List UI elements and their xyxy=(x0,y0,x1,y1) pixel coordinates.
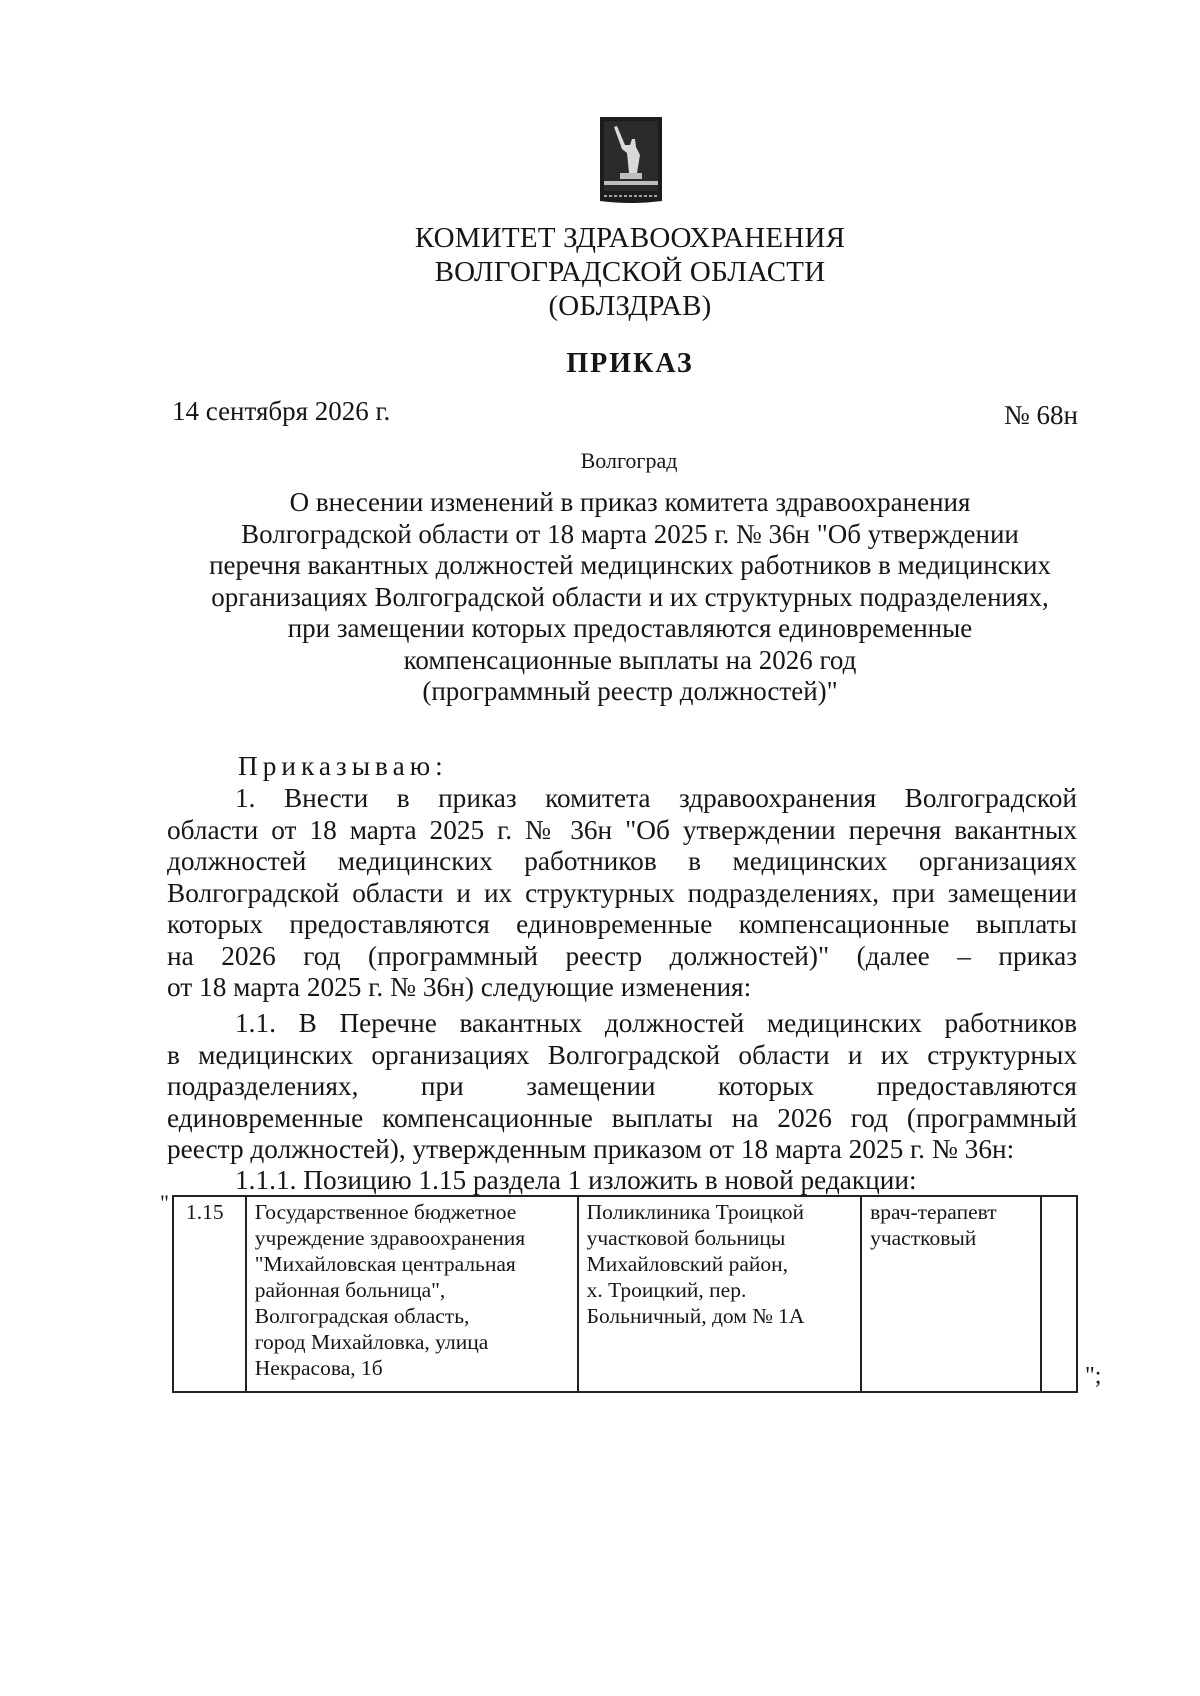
subject-line: перечня вакантных должностей медицинских работников в медицинских xyxy=(209,550,1051,580)
cell-vacant-position xyxy=(861,1196,1041,1392)
table-close-quote: "; xyxy=(1085,1363,1102,1389)
cell-line: Волгоградская область, xyxy=(254,1304,470,1328)
cell-line: участковый xyxy=(870,1226,977,1250)
paragraph-line: 1.1. В Перечне вакантных должностей медицинских работников xyxy=(235,1008,1077,1038)
cell-extra xyxy=(1041,1196,1077,1392)
cell-line: Некрасова, 1б xyxy=(254,1356,383,1380)
cell-organization xyxy=(246,1196,578,1392)
paragraph-line: 1. Внести в приказ комитета здравоохранения Волгоградской xyxy=(235,783,1077,813)
cell-line: Поликлиника Троицкой xyxy=(586,1200,805,1224)
table-open-quote: " xyxy=(160,1190,169,1215)
paragraph-line: от 18 марта 2025 г. № 36н) следующие изменения: xyxy=(167,972,752,1002)
paragraph-line: на 2026 год (программный реестр должностей)" (далее – приказ xyxy=(167,940,1077,971)
order-number: № 68н xyxy=(1004,400,1078,430)
subject-line: Волгоградской области от 18 марта 2025 г. № 36н "Об утверждении xyxy=(241,518,1019,549)
paragraph-1-1 xyxy=(167,1008,1077,1166)
paragraph-line: подразделениях, при замещении которых предоставляются xyxy=(167,1071,1077,1101)
cell-line: врач-терапевт xyxy=(870,1200,997,1224)
order-date: 14 сентября 2026 г. xyxy=(172,396,391,426)
subject-line: организациях Волгоградской области и их структурных подразделениях, xyxy=(211,581,1049,612)
table-row xyxy=(173,1196,1077,1392)
cell-line: районная больница", xyxy=(254,1278,446,1302)
paragraph-line: области от 18 марта 2025 г. № 36н "Об утверждении перечня вакантных xyxy=(167,814,1077,845)
subject-line: О внесении изменений в приказ комитета здравоохранения xyxy=(289,487,971,517)
order-subject xyxy=(160,487,1100,708)
cell-line: Михайловский район, xyxy=(586,1252,789,1276)
position-table xyxy=(172,1195,1078,1393)
cell-line: Больничный, дом № 1А xyxy=(586,1304,805,1328)
paragraph-line: единовременные компенсационные выплаты на 2026 год (программный xyxy=(167,1102,1077,1133)
cell-workplace xyxy=(578,1196,861,1392)
subject-line: при замещении которых предоставляются единовременные xyxy=(287,613,973,643)
order-city: Волгоград xyxy=(580,448,678,473)
paragraph-line: в медицинских организациях Волгоградской области и их структурных xyxy=(167,1039,1077,1070)
paragraph-line: Волгоградской области и их структурных подразделениях, при замещении xyxy=(167,877,1077,908)
subject-line: (программный реестр должностей)" xyxy=(422,676,838,706)
paragraph-line: реестр должностей), утвержденным приказом от 18 марта 2025 г. № 36н: xyxy=(167,1134,1015,1164)
coat-of-arms-emblem xyxy=(596,115,666,205)
cell-line: город Михайловка, улица xyxy=(254,1330,489,1354)
cell-line: учреждение здравоохранения xyxy=(254,1226,526,1250)
subject-line: компенсационные выплаты на 2026 год xyxy=(403,644,857,675)
org-name-line-2: ВОЛГОГРАДСКОЙ ОБЛАСТИ xyxy=(434,256,826,288)
paragraph-line: которых предоставляются единовременные компенсационные выплаты xyxy=(167,909,1077,939)
document-type-title: ПРИКАЗ xyxy=(566,348,694,379)
paragraph-line: должностей медицинских работников в медицинских организациях xyxy=(167,846,1077,876)
org-name-line-1: КОМИТЕТ ЗДРАВООХРАНЕНИЯ xyxy=(414,222,846,254)
cell-line: х. Троицкий, пер. xyxy=(586,1278,747,1302)
cell-line: участковой больницы xyxy=(586,1226,786,1250)
cell-line: "Михайловская центральная xyxy=(254,1252,516,1276)
order-directive-word: Приказываю: xyxy=(238,751,448,781)
paragraph-1 xyxy=(167,783,1077,1004)
cell-line: Государственное бюджетное xyxy=(254,1200,517,1224)
paragraph-1-1-1: 1.1.1. Позицию 1.15 раздела 1 изложить в новой редакции: xyxy=(235,1165,917,1195)
org-name-line-3: (ОБЛЗДРАВ) xyxy=(548,290,712,322)
cell-position-number: 1.15 xyxy=(173,1196,246,1392)
